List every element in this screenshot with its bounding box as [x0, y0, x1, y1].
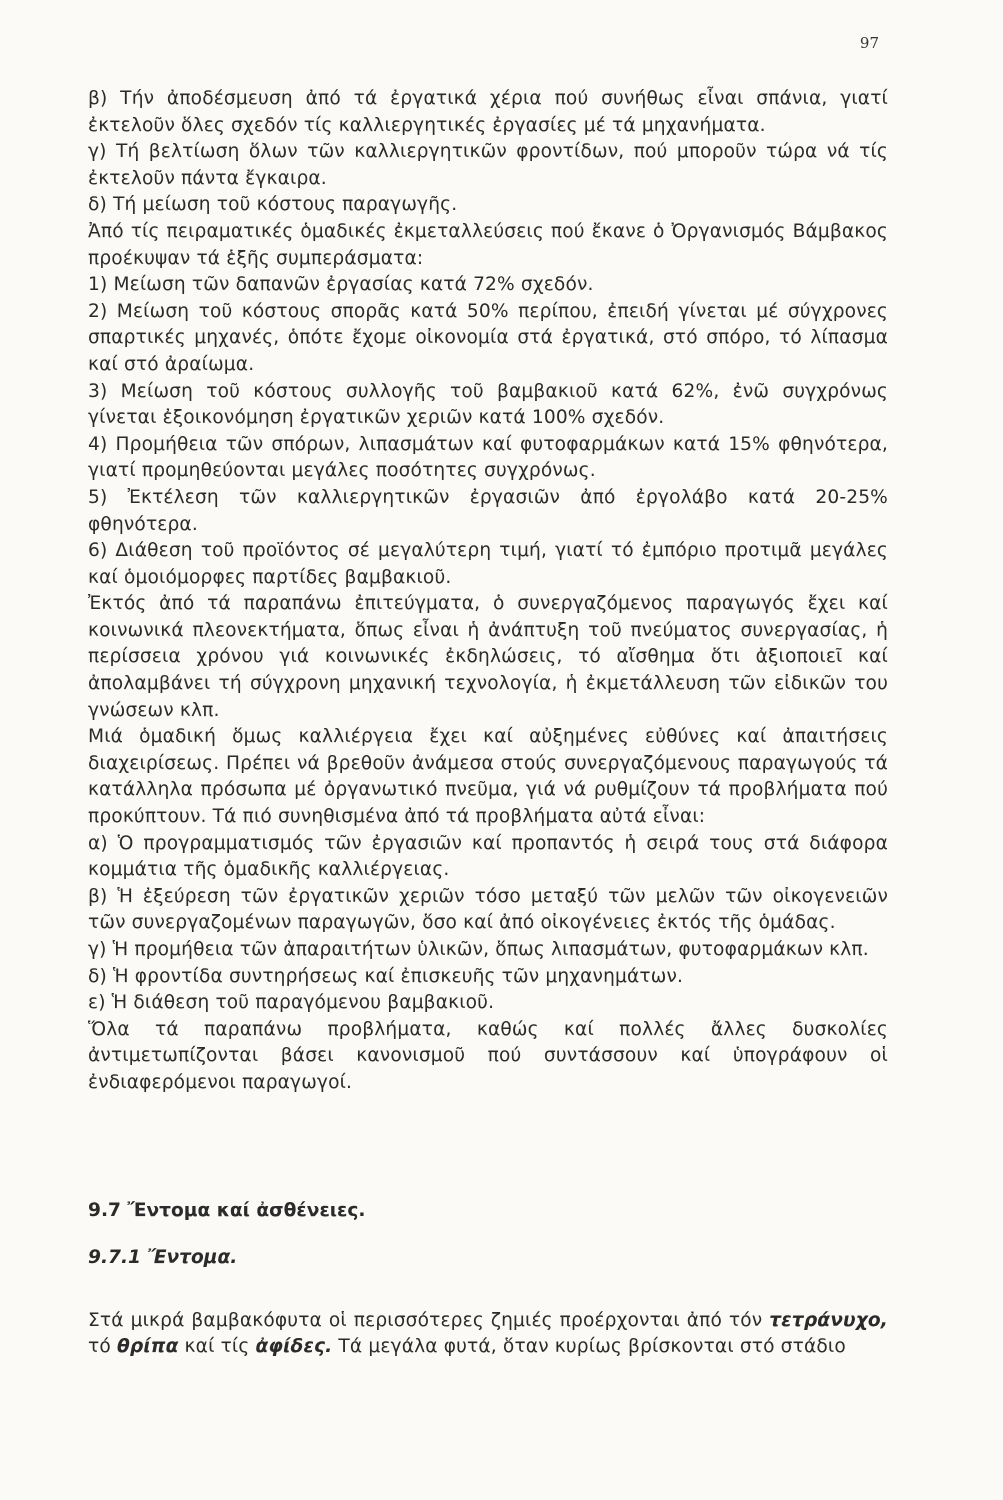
list-item: 6) Διάθεση τοῦ προϊόντος σέ μεγαλύτερη τιμή, γιατί τό ἐμπόριο προτιμᾶ μεγάλες καί ὁμοιόμορφες παρτίδες βαμβακιοῦ. — [88, 540, 888, 588]
paragraph: δ) Τή μείωση τοῦ κόστους παραγωγῆς. — [88, 194, 458, 216]
section-number: 9.7 — [88, 1200, 121, 1221]
list-item: 4) Προμήθεια τῶν σπόρων, λιπασμάτων καί φυτοφαρμάκων κατά 15% φθηνότερα, γιατί προμηθεύονται μεγάλες ποσότητες συγχρόνως. — [88, 433, 888, 482]
paragraph: Ἐκτός ἀπό τά παραπάνω ἐπιτεύγματα, ὁ συνεργαζόμενος παραγωγός ἔχει καί κοινωνικά πλεονεκτήματα, ὅπως εἶναι ἡ ἀνάπτυξη τοῦ πνεύματος συνεργασίας, ἡ περίσσεια χρόνου γιά κοινωνικές ἐκδηλώσεις, τό αἴσθημα ὅτι ἀξιοποιεῖ καί ἀπολαμβάνει τή σύγχρονη μηχανική τεχνολογία, ἡ ἐκμετάλλευση τῶν εἰδικῶν του γνώσεων κλπ. — [88, 593, 888, 721]
subsection-heading — [88, 1247, 237, 1268]
page-number: 97 — [859, 34, 879, 52]
paragraph: Ἀπό τίς πειραματικές ὁμαδικές ἐκμεταλλεύσεις πού ἔκανε ὁ Ὀργανισμός Βάμβακος προέκυψαν τά ἑξῆς συμπεράσματα: — [88, 220, 888, 269]
term-thrips: θρίπα — [116, 1336, 179, 1358]
body-text — [88, 86, 888, 1097]
text-run: τό — [88, 1336, 117, 1358]
term-tetranychus: τετράνυχο, — [769, 1309, 888, 1331]
section-title: Ἔντομα καί ἀσθένειες. — [127, 1200, 366, 1221]
final-paragraph — [88, 1308, 888, 1361]
term-aphids: ἀφίδες. — [255, 1336, 333, 1358]
paragraph: Μιά ὁμαδική ὅμως καλλιέργεια ἔχει καί αὐξημένες εὐθύνες καί ἀπαιτήσεις διαχειρίσεως. Πρέπει νά βρεθοῦν ἀνάμεσα στούς συνεργαζόμενους παραγωγούς τά κατάλληλα πρόσωπα μέ ὀργανωτικό πνεῦμα, γιά νά ρυθμίζουν τά προβλήματα πού προκύπτουν. Τά πιό συνηθισμένα ἀπό τά προβλήματα αὐτά εἶναι: — [88, 726, 888, 828]
list-item: ε) Ἡ διάθεση τοῦ παραγόμενου βαμβακιοῦ. — [88, 992, 495, 1014]
paragraph: γ) Τή βελτίωση ὅλων τῶν καλλιεργητικῶν φροντίδων, πού μποροῦν τώρα νά τίς ἐκτελοῦν πάντα ἔγκαιρα. — [88, 141, 888, 189]
text-run: καί τίς — [178, 1336, 256, 1358]
list-item: γ) Ἡ προμήθεια τῶν ἀπαραιτήτων ὑλικῶν, ὅπως λιπασμάτων, φυτοφαρμάκων κλπ. — [88, 939, 869, 960]
list-item: α) Ὁ προγραμματισμός τῶν ἐργασιῶν καί προπαντός ἡ σειρά τους στά διάφορα κομμάτια τῆς ὁμαδικῆς καλλιέργειας. — [88, 832, 888, 881]
subsection-number: 9.7.1 — [88, 1247, 141, 1268]
text-run: Τά μεγάλα φυτά, ὅταν κυρίως βρίσκονται στό στάδιο — [332, 1336, 846, 1358]
list-item: β) Ἡ ἐξεύρεση τῶν ἐργατικῶν χεριῶν τόσο μεταξύ τῶν μελῶν τῶν οἰκογενειῶν τῶν συνεργαζομένων παραγωγῶν, ὅσο καί ἀπό οἰκογένειες ἐκτός τῆς ὁμάδας. — [88, 885, 888, 934]
list-item: 3) Μείωση τοῦ κόστους συλλογῆς τοῦ βαμβακιοῦ κατά 62%, ἐνῶ συγχρόνως γίνεται ἐξοικονόμηση ἐργατικῶν χεριῶν κατά 100% σχεδόν. — [88, 380, 888, 429]
subsection-title: Ἔντομα. — [147, 1247, 238, 1268]
section-heading — [88, 1200, 365, 1221]
list-item: 1) Μείωση τῶν δαπανῶν ἐργασίας κατά 72% σχεδόν. — [88, 274, 594, 296]
paragraph: β) Τήν ἀποδέσμευση ἀπό τά ἐργατικά χέρια πού συνήθως εἶναι σπάνια, γιατί ἐκτελοῦν ὅλες σχεδόν τίς καλλιεργητικές ἐργασίες μέ τά μηχανήματα. — [88, 88, 888, 136]
paragraph: Ὅλα τά παραπάνω προβλήματα, καθώς καί πολλές ἄλλες δυσκολίες ἀντιμετωπίζονται βάσει κανονισμοῦ πού συντάσσουν καί ὑπογράφουν οἱ ἐνδιαφερόμενοι παραγωγοί. — [88, 1018, 888, 1093]
list-item: 5) Ἐκτέλεση τῶν καλλιεργητικῶν ἐργασιῶν ἀπό ἐργολάβο κατά 20-25% φθηνότερα. — [88, 486, 888, 535]
list-item: 2) Μείωση τοῦ κόστους σπορᾶς κατά 50% περίπου, ἐπειδή γίνεται μέ σύγχρονες σπαρτικές μηχανές, ὁπότε ἔχομε οἰκονομία στά ἐργατικά, στό σπόρο, τό λίπασμα καί στό ἀραίωμα. — [88, 300, 888, 375]
list-item: δ) Ἡ φροντίδα συντηρήσεως καί ἐπισκευῆς τῶν μηχανημάτων. — [88, 965, 684, 987]
text-run: Στά μικρά βαμβακόφυτα οἱ περισσότερες ζημιές προέρχονται ἀπό τόν — [88, 1309, 770, 1331]
